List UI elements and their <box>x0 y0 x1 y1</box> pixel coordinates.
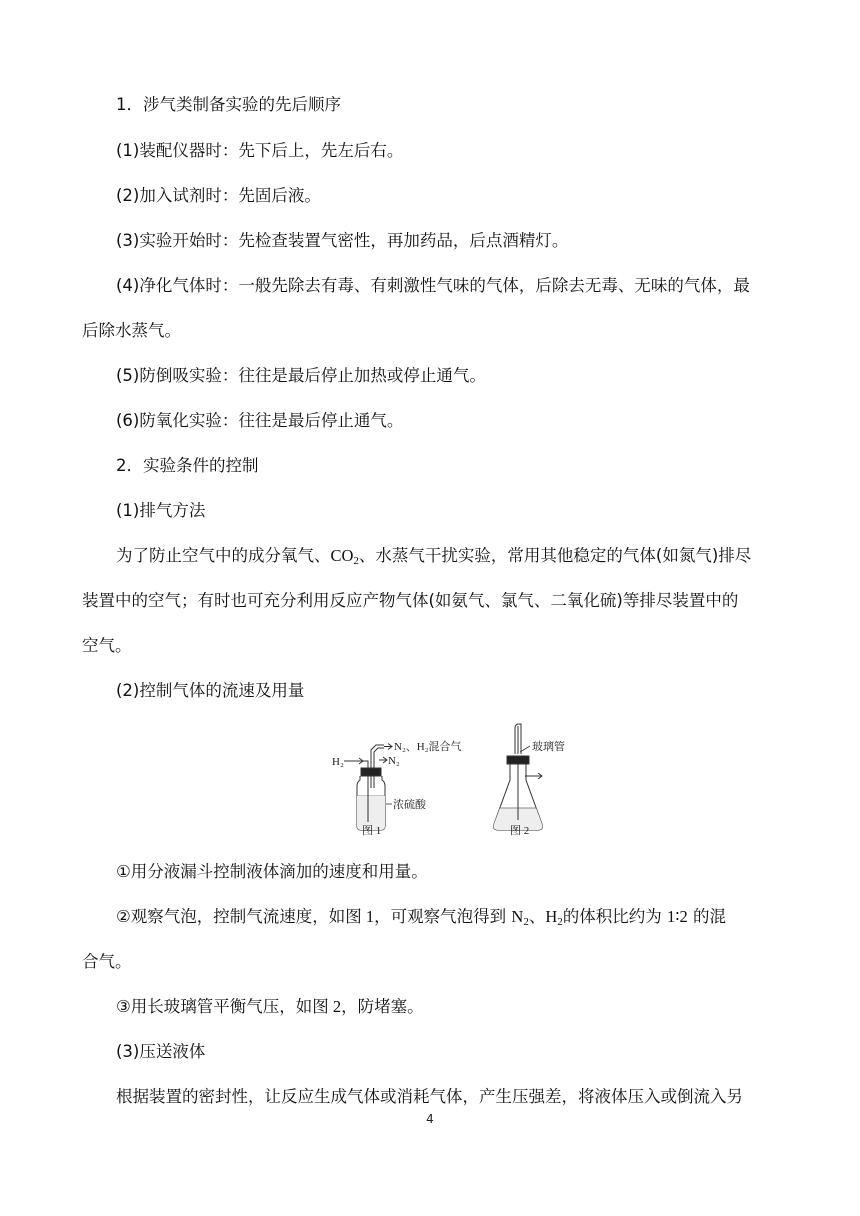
subsection-exhaust: (1)排气方法 <box>116 501 206 520</box>
section-2-title: 2．实验条件的控制 <box>116 456 259 475</box>
exhaust-paragraph-line3: 空气。 <box>82 636 132 655</box>
bottle-stopper <box>361 768 381 776</box>
apparatus-figure <box>320 722 580 840</box>
section-1-title: 1．涉气类制备实验的先后顺序 <box>116 95 341 114</box>
fig1-h2-label: H₂ <box>332 756 344 768</box>
page-number: 4 <box>426 1112 434 1126</box>
flask-stopper <box>507 756 529 764</box>
apparatus-diagram <box>320 722 580 840</box>
step-4-cont: 后除水蒸气。 <box>82 321 181 340</box>
fig1-acid-label: 浓硫酸 <box>393 799 426 811</box>
method-2-line1: ②观察气泡，控制气流速度，如图 1，可观察气泡得到 $N_2$、$H_2$的体积比约为 1∶2 的混 <box>116 907 727 928</box>
fig2-caption: 图 2 <box>510 825 530 837</box>
exhaust-paragraph-line2: 装置中的空气；有时也可充分利用反应产物气体(如氨气、氯气、二氧化硫)等排尽装置中的 <box>82 591 739 610</box>
subsection-pressure-transfer: (3)压送液体 <box>116 1042 206 1061</box>
method-3: ③用长玻璃管平衡气压，如图 2，防堵塞。 <box>116 997 424 1016</box>
fig1-n2-label: N₂ <box>388 755 400 767</box>
step-1: (1)装配仪器时：先下后上，先左后右。 <box>116 141 404 160</box>
method-2-line2: 合气。 <box>82 952 132 971</box>
step-6: (6)防氧化实验：往往是最后停止通气。 <box>116 411 404 430</box>
exhaust-paragraph-line1: 为了防止空气中的成分氧气、$CO_2$、水蒸气干扰实验，常用其他稳定的气体(如氮气)排尽 <box>116 546 752 567</box>
fig1-caption: 图 1 <box>362 825 382 837</box>
step-2: (2)加入试剂时：先固后液。 <box>116 186 321 205</box>
fig1-mixture-label: N₂、H₂混合气 <box>394 741 462 753</box>
step-4: (4)净化气体时：一般先除去有毒、有刺激性气味的气体，后除去无毒、无味的气体，最 <box>116 276 750 295</box>
fig2-tube-label: 玻璃管 <box>532 741 565 753</box>
subsection-flow-control: (2)控制气体的流速及用量 <box>116 681 305 700</box>
pressure-transfer-paragraph: 根据装置的密封性，让反应生成气体或消耗气体，产生压强差，将液体压入或倒流入另 <box>116 1087 743 1106</box>
step-5: (5)防倒吸实验：往往是最后停止加热或停止通气。 <box>116 366 486 385</box>
step-3: (3)实验开始时：先检查装置气密性，再加药品，后点酒精灯。 <box>116 231 569 250</box>
method-1: ①用分液漏斗控制液体滴加的速度和用量。 <box>116 862 428 881</box>
